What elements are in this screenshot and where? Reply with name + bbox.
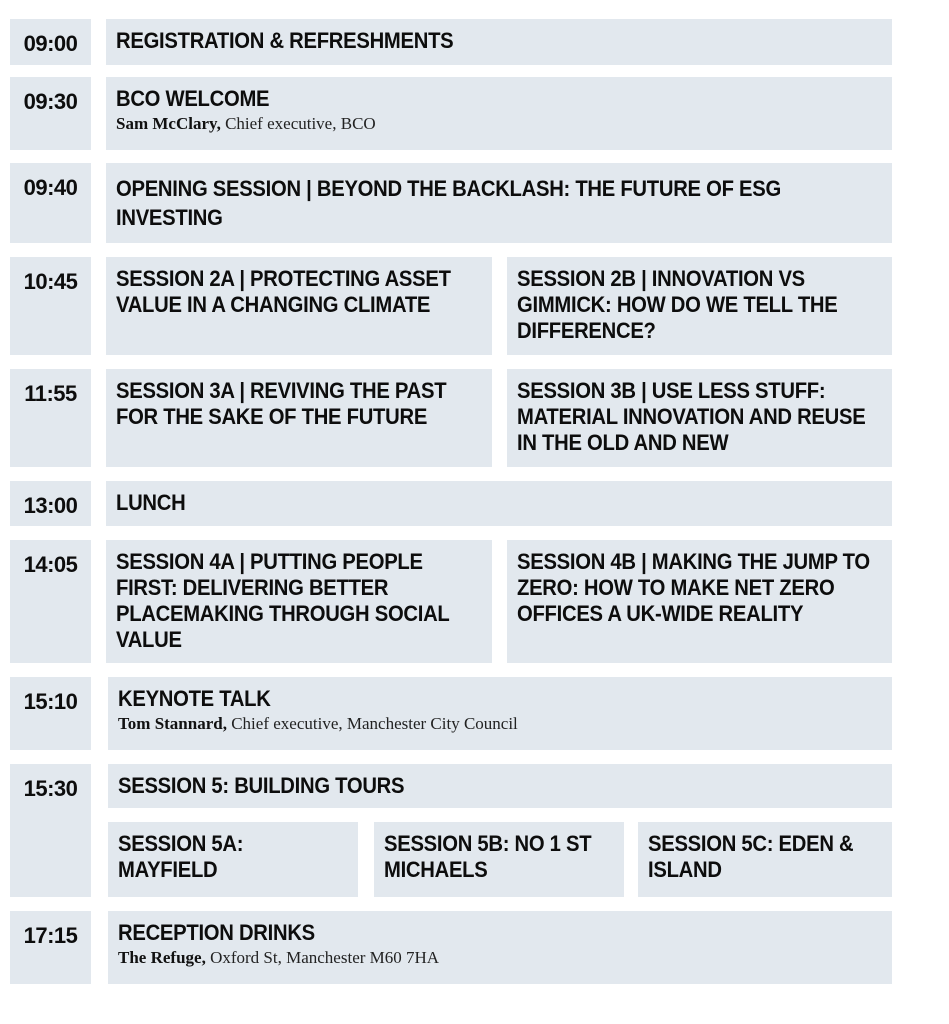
session-cell bbox=[108, 911, 892, 984]
schedule-row-0930 bbox=[10, 77, 892, 150]
session-cell-a bbox=[108, 822, 358, 897]
speaker-role: Chief executive, BCO bbox=[225, 114, 376, 133]
session-title: REGISTRATION & REFRESHMENTS bbox=[116, 28, 454, 53]
session-cell bbox=[106, 163, 892, 243]
session-title: SESSION 3B | USE LESS STUFF: MATERIAL INNOVATION AND REUSE IN THE OLD AND NEW bbox=[517, 378, 866, 455]
session-cell-a bbox=[106, 540, 492, 663]
time-label: 15:30 bbox=[10, 764, 91, 897]
schedule-row-0900 bbox=[10, 19, 892, 65]
session-title: SESSION 5C: EDEN & ISLAND bbox=[648, 831, 854, 882]
session-cell-b bbox=[507, 540, 892, 663]
session-cell-a bbox=[106, 369, 492, 467]
schedule-row-1045 bbox=[10, 257, 892, 355]
session-cell bbox=[106, 481, 892, 526]
session-cell-c bbox=[638, 822, 892, 897]
session-cell bbox=[108, 677, 892, 750]
session-title: SESSION 2A | PROTECTING ASSET VALUE IN A CHANGING CLIMATE bbox=[116, 266, 451, 317]
time-label: 13:00 bbox=[10, 481, 91, 526]
session-title: SESSION 2B | INNOVATION VS GIMMICK: HOW DO WE TELL THE DIFFERENCE? bbox=[517, 266, 838, 343]
schedule-row-1530 bbox=[10, 764, 892, 897]
schedule-row-1715 bbox=[10, 911, 892, 984]
speaker-line bbox=[116, 113, 882, 135]
schedule-row-0940 bbox=[10, 163, 892, 243]
speaker-line bbox=[118, 947, 882, 969]
schedule-row-1510 bbox=[10, 677, 892, 750]
time-label: 15:10 bbox=[10, 677, 91, 750]
session-title: SESSION 4A | PUTTING PEOPLE FIRST: DELIVERING BETTER PLACEMAKING THROUGH SOCIAL VALUE bbox=[116, 549, 450, 652]
session-title: SESSION 5A: MAYFIELD bbox=[118, 831, 244, 882]
session-cell-b bbox=[507, 257, 892, 355]
session-cell bbox=[108, 764, 892, 808]
session-title: SESSION 5B: NO 1 ST MICHAELS bbox=[384, 831, 592, 882]
time-label: 11:55 bbox=[10, 369, 91, 467]
session-title: BCO WELCOME bbox=[116, 86, 270, 111]
time-label: 09:30 bbox=[10, 77, 91, 150]
time-label: 09:00 bbox=[10, 19, 91, 65]
time-label: 17:15 bbox=[10, 911, 91, 984]
schedule-row-1300 bbox=[10, 481, 892, 526]
session-title: SESSION 5: BUILDING TOURS bbox=[118, 773, 405, 798]
speaker-name: The Refuge, bbox=[118, 948, 206, 967]
session-title: SESSION 4B | MAKING THE JUMP TO ZERO: HOW TO MAKE NET ZERO OFFICES A UK-WIDE REALITY bbox=[517, 549, 870, 626]
time-label: 14:05 bbox=[10, 540, 91, 663]
speaker-role: Chief executive, Manchester City Council bbox=[231, 714, 518, 733]
session-cell-a bbox=[106, 257, 492, 355]
session-title: LUNCH bbox=[116, 490, 186, 515]
schedule-row-1405 bbox=[10, 540, 892, 663]
speaker-name: Tom Stannard, bbox=[118, 714, 227, 733]
schedule-row-1155 bbox=[10, 369, 892, 467]
session-title: OPENING SESSION | BEYOND THE BACKLASH: THE FUTURE OF ESG INVESTING bbox=[116, 176, 781, 230]
session-title: RECEPTION DRINKS bbox=[118, 920, 315, 945]
speaker-line bbox=[118, 713, 882, 735]
speaker-role: Oxford St, Manchester M60 7HA bbox=[210, 948, 440, 967]
time-label: 09:40 bbox=[10, 163, 91, 243]
session-cell bbox=[106, 77, 892, 150]
time-label: 10:45 bbox=[10, 257, 91, 355]
session-cell-b bbox=[374, 822, 624, 897]
speaker-name: Sam McClary, bbox=[116, 114, 221, 133]
session-title: KEYNOTE TALK bbox=[118, 686, 271, 711]
session-cell-b bbox=[507, 369, 892, 467]
session-title: SESSION 3A | REVIVING THE PAST FOR THE SAKE OF THE FUTURE bbox=[116, 378, 447, 429]
session-cell bbox=[106, 19, 892, 65]
